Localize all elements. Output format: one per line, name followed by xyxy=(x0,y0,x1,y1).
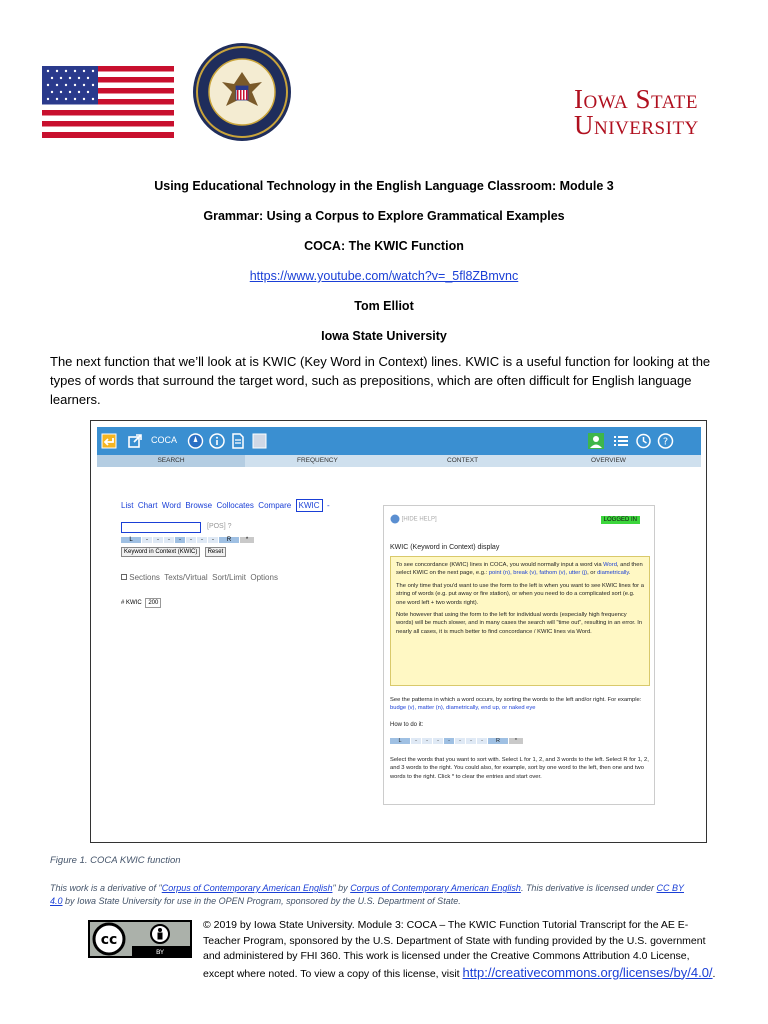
external-link-icon[interactable] xyxy=(127,433,143,449)
slot-row xyxy=(121,537,371,543)
isu-logo-line2: University xyxy=(574,110,699,140)
menu-list[interactable]: List xyxy=(121,501,134,510)
module-title: Using Educational Technology in the English Language Classroom: Module 3 xyxy=(154,179,614,193)
hide-help-link[interactable]: [HIDE HELP] xyxy=(401,516,437,523)
slot[interactable]: - xyxy=(186,537,196,543)
department-of-state-seal-icon xyxy=(192,42,292,142)
figure-caption: Figure 1. COCA KWIC function xyxy=(50,855,181,866)
option-options[interactable]: Options xyxy=(250,573,278,582)
us-flag-icon xyxy=(42,66,174,138)
menu-chart[interactable]: Chart xyxy=(137,501,158,510)
svg-text:?: ? xyxy=(662,436,669,448)
info-icon[interactable] xyxy=(209,433,225,449)
list-icon[interactable] xyxy=(613,433,629,449)
slot-l[interactable]: L xyxy=(121,537,141,543)
coca-author-link[interactable]: Corpus of Contemporary American English xyxy=(350,883,521,893)
cc-by-link[interactable]: CC BY 4.0 xyxy=(50,883,685,906)
option-sort[interactable]: Sort/Limit xyxy=(212,573,246,582)
logged-in-badge: LOGGED IN xyxy=(601,516,640,524)
howto-slots: L - - - - - - - R * xyxy=(390,738,523,744)
coca-title: COCA: The KWIC Function xyxy=(304,239,464,253)
search-menu xyxy=(121,501,371,510)
isu-logo xyxy=(574,86,699,139)
cc-by-badge-icon xyxy=(88,920,192,958)
kwic-count-label: # KWIC xyxy=(121,600,142,606)
coca-link[interactable]: Corpus of Contemporary American English xyxy=(161,883,333,893)
pos-label[interactable]: [POS] ? xyxy=(207,523,232,530)
author-name: Tom Elliot xyxy=(354,299,414,313)
isu-logo-line1: Iowa State xyxy=(574,84,698,114)
option-texts[interactable]: Texts/Virtual xyxy=(164,573,208,582)
slot[interactable]: - xyxy=(164,537,174,543)
menu-word[interactable]: Word xyxy=(161,501,181,510)
menu-kwic[interactable]: KWIC xyxy=(296,499,323,512)
search-form xyxy=(121,501,371,606)
kwic-count-input[interactable]: 200 xyxy=(145,598,161,608)
help-icon[interactable] xyxy=(657,433,674,449)
howto-label: How to do it: xyxy=(390,722,424,728)
user-icon[interactable] xyxy=(587,433,605,449)
option-sections[interactable]: Sections xyxy=(129,573,160,582)
help-circle-icon[interactable] xyxy=(390,514,400,524)
license-text: © 2019 by Iowa State University. Module 3: COCA – The KWIC Function Tutorial Transcript for the AE E-Teacher Program, sponsored by the U.S. Department of State with funding provided by the U.S. government and administered by FHI 360. This work is licensed under the Creative Commons Attribution 4.0 License, except where noted. To view a copy of this license, visit http://creativecommons.org/licenses/by/4.0/. xyxy=(203,919,716,980)
slot[interactable]: - xyxy=(142,537,152,543)
coca-tabs xyxy=(97,455,701,467)
menu-dash: - xyxy=(327,501,330,510)
menu-collocates[interactable]: Collocates xyxy=(216,501,254,510)
video-link[interactable]: https://www.youtube.com/watch?v=_5fl8ZBmvnc xyxy=(249,269,519,283)
license-link[interactable]: http://creativecommons.org/licenses/by/4.0/ xyxy=(462,964,713,980)
slot-r[interactable]: R xyxy=(219,537,239,543)
tab-context[interactable]: CONTEXT xyxy=(447,457,479,464)
derivative-notice: This work is a derivative of "Corpus of Contemporary American English" by Corpus of Contemporary American English. This derivative is licensed under CC BY 4.0 by Iowa State University for use in the OPEN Program, sponsored by the U.S. Department of State. xyxy=(50,883,685,906)
coca-toolbar xyxy=(97,427,701,455)
document-icon[interactable] xyxy=(231,433,245,449)
coca-brand[interactable]: COCA xyxy=(151,435,178,445)
text-icon[interactable] xyxy=(252,433,267,449)
menu-browse[interactable]: Browse xyxy=(185,501,213,510)
tab-overview[interactable]: OVERVIEW xyxy=(591,457,626,464)
svg-text:cc: cc xyxy=(100,932,118,948)
coca-screenshot-figure xyxy=(90,420,707,843)
intro-paragraph: The next function that we’ll look at is KWIC (Key Word in Context) lines. KWIC is a useful function for looking at the types of words that surround the target word, such as prepositions, which are often difficult for English language learners. xyxy=(50,354,711,407)
header-logos xyxy=(0,0,768,175)
slot[interactable]: - xyxy=(208,537,218,543)
history-icon[interactable] xyxy=(635,433,652,449)
slot[interactable]: - xyxy=(153,537,163,543)
tab-frequency[interactable]: FREQUENCY xyxy=(297,457,338,464)
search-input[interactable] xyxy=(121,522,201,533)
options-row xyxy=(121,573,371,582)
affiliation: Iowa State University xyxy=(321,329,447,343)
svg-text:BY: BY xyxy=(155,948,165,956)
sections-checkbox[interactable] xyxy=(121,574,127,580)
help-box: To see concordance (KWIC) lines in COCA, you would normally input a word via Word, and then select KWIC on the next page, e.g.: point (n), break (v), fathom (v), utter (j), or diametrically. The only time that you'd want to use the form to the left is when you want to see KWIC lines for a string of words (e.g. put away or fire station), or when you need to do a complicated sort (e.g. one word left + two words right). Note however that using the form to the left for individual words (especially high frequency words) will be much slower, and in many cases the search will "time out", resulting in an error. In nearly all cases, it is much better to find concordance / KWIC lines via Word. xyxy=(390,556,650,686)
slot[interactable]: - xyxy=(175,537,185,543)
display-title: KWIC (Keyword in Context) display xyxy=(390,544,500,551)
back-icon[interactable] xyxy=(101,433,117,449)
slot[interactable]: - xyxy=(197,537,207,543)
document-titles xyxy=(0,178,768,358)
compass-icon[interactable] xyxy=(187,433,204,449)
grammar-title: Grammar: Using a Corpus to Explore Grammatical Examples xyxy=(203,209,565,223)
howto-text: Select the words that you want to sort with. Select L for 1, 2, and 3 words to the left. Select R for 1, 2, and 3 words to the right. You could also, for example, sort by one word to the left, then one and two words to the right. Click * to clear the entries and start over. xyxy=(390,757,649,780)
reset-button[interactable]: Reset xyxy=(205,547,227,557)
tab-search[interactable]: SEARCH xyxy=(97,455,245,467)
help-panel: [HIDE HELP] LOGGED IN KWIC (Keyword in Context) display To see concordance (KWIC) lines in COCA, you would normally input a word via Word, and then select KWIC on the next page, e.g.: point (n), break (v), fathom (v), utter (j), or diametrically. The only time that you'd want to use the form to the left is when you want to see KWIC lines for a string of words (e.g. put away or fire station), or when you need to do a complicated sort (e.g. one word left + two words right). Note however that using the form to the left for individual words (especially high frequency words) will be much slower, and in many cases the search will "time out", resulting in an error. In nearly all cases, it is much better to find concordance / KWIC lines via Word. See the patterns in which a word occurs, by sorting the words to the left and/or right. For example: budge (v), matter (n), diametrically, end up, or naked eye How to do it: L - - - - - - - R * Select the words that you want to sort with. Select L for 1, 2, and 3 words to the left. Select R for 1, 2, and 3 words to the right. You could also, for example, sort by one word to the left, then one and two words to the right. Click * to clear the entries and start over. xyxy=(383,505,655,805)
kwic-button[interactable]: Keyword in Context (KWIC) xyxy=(121,547,200,557)
slot-clear[interactable]: * xyxy=(240,537,254,543)
menu-compare[interactable]: Compare xyxy=(258,501,292,510)
